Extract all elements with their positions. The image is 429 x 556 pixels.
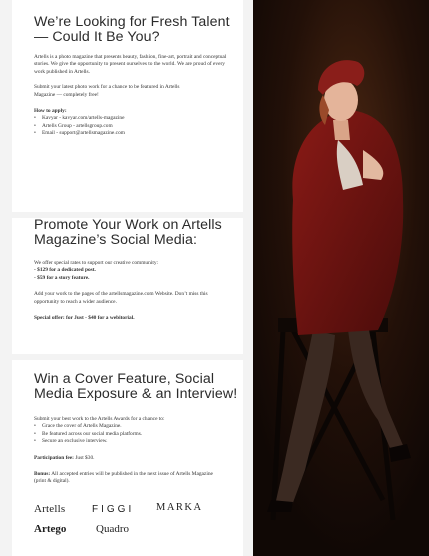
quadro-logo: Quadro	[96, 523, 129, 535]
artego-logo: Artego	[34, 523, 67, 535]
rates-intro: We offer special rates to support our creative community:	[34, 260, 159, 266]
special-offer: Special offer: for Just - $40 for a webitorial.	[34, 315, 135, 322]
add-work-text: Add your work to the pages of the artellsmagazine.com Website. Don’t miss this opportunity to reach a wider audience.	[34, 291, 208, 305]
intro-text: Artells is a photo magazine that presents beauty, fashion, fine-art, portrait and conceptual stories. We give the opportunity to present ourselves to the world. We are proud of every work published in Artells.	[34, 54, 227, 75]
figgi-logo: FIGGI	[92, 504, 135, 515]
submit-text: Submit your latest photo work for a chance to be featured in Artells Magazine — completely free!	[34, 84, 180, 98]
bonus-text	[34, 471, 224, 486]
cover-feature-heading: Win a Cover Feature, Social Media Exposure & an Interview!	[34, 371, 238, 402]
awards-list	[34, 423, 243, 445]
awards-item-cover: • Grace the cover of Artells Magazine.	[34, 423, 243, 430]
bonus-label: Bonus:	[34, 471, 51, 478]
how-to-apply-label: How to apply:	[34, 108, 67, 115]
promote-card	[12, 218, 243, 354]
promote-heading: Promote Your Work on Artells Magazine’s Social Media:	[34, 217, 222, 248]
apply-list	[34, 115, 243, 137]
model-photo	[253, 0, 429, 556]
artells-logo: Artells	[34, 503, 66, 515]
rate-post: - $129 for a dedicated post.	[34, 267, 96, 274]
apply-item-kavyar[interactable]: • Kavyar - kavyar.com/artells-magazine	[34, 115, 243, 122]
model-photo-illustration	[253, 0, 429, 556]
marka-logo: MARKA	[156, 502, 203, 513]
fee-label: Participation fee:	[34, 454, 74, 461]
awards-item-social: • Be featured across our social media platforms.	[34, 431, 243, 438]
fee-value: Just $30.	[73, 454, 95, 461]
awards-item-interview: • Secure an exclusive interview.	[34, 438, 243, 445]
awards-intro: Submit your best work to the Artells Awards for a chance to:	[34, 416, 165, 422]
apply-item-email[interactable]: • Email - support@artellsmagazine.com	[34, 130, 243, 137]
bonus-detail: All accepted entries will be published in the next issue of Artells Magazine (print & digital).	[34, 471, 213, 485]
partner-logos	[34, 503, 214, 543]
fresh-talent-heading: We’re Looking for Fresh Talent — Could It Be You?	[34, 14, 230, 45]
fresh-talent-card	[12, 0, 243, 212]
rate-story: - $59 for a story feature.	[34, 274, 90, 281]
participation-fee	[34, 455, 243, 462]
cover-feature-card	[12, 360, 243, 556]
apply-item-artells-group[interactable]: • Artells Group - artellsgroup.com	[34, 123, 243, 130]
